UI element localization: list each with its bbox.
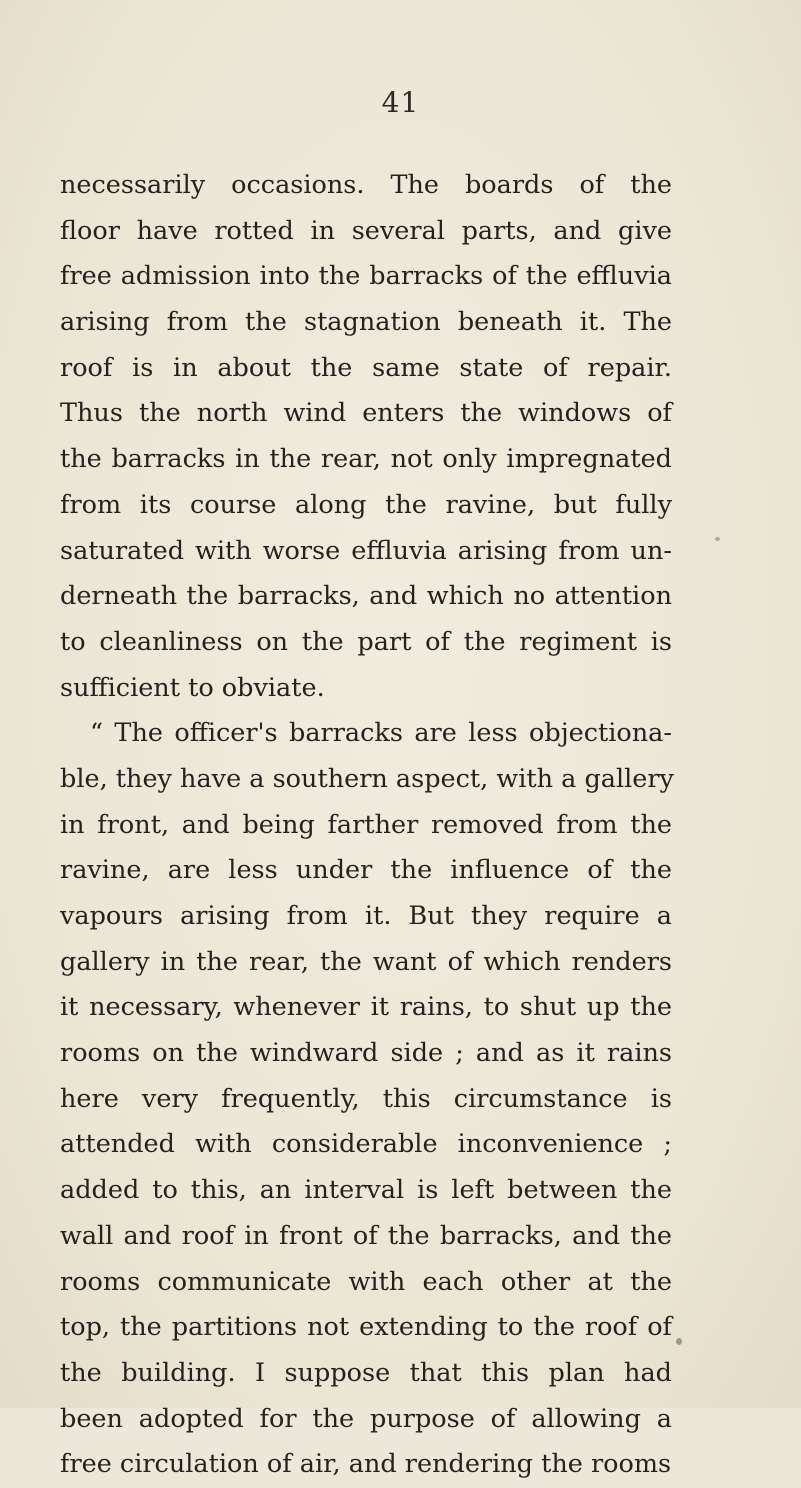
- text-line: ble, they have a southern aspect, with a gallery: [60, 763, 674, 794]
- text-line: free admission into the barracks of the effluvia: [60, 261, 672, 292]
- body-text: [60, 163, 672, 1488]
- text-line: “ The officer's barracks are less objectiona-: [90, 718, 672, 749]
- text-line: free circulation of air, and rendering the rooms: [60, 1449, 672, 1480]
- text-line: wall and roof in front of the barracks, and the: [60, 1220, 672, 1251]
- text-line: added to this, an interval is left between the: [60, 1175, 672, 1206]
- text-line: floor have rotted in several parts, and give: [60, 215, 672, 246]
- text-line: been adopted for the purpose of allowing a: [60, 1403, 672, 1434]
- text-line: rooms communicate with each other at the: [60, 1266, 672, 1297]
- text-line: in front, and being farther removed from the: [60, 809, 672, 840]
- text-line: necessarily occasions. The boards of the: [60, 170, 672, 200]
- text-line: vapours arising from it. But they require a: [60, 901, 672, 931]
- text-line: roof is in about the same state of repair.: [60, 352, 672, 383]
- text-line: sufficient to obviate.: [60, 672, 325, 703]
- text-line: the building. I suppose that this plan had: [60, 1357, 672, 1388]
- paper-blemish: [676, 1338, 682, 1345]
- text-line: saturated with worse effluvia arising from un-: [60, 535, 672, 566]
- text-line: from its course along the ravine, but fully: [60, 489, 672, 520]
- text-line: arising from the stagnation beneath it. The: [60, 307, 672, 338]
- page-number: 41: [381, 86, 420, 119]
- text-line: attended with considerable inconvenience ;: [60, 1129, 672, 1160]
- text-line: to cleanliness on the part of the regiment is: [60, 626, 672, 657]
- text-line: Thus the north wind enters the windows of: [60, 398, 672, 429]
- text-line: derneath the barracks, and which no attention: [60, 581, 672, 612]
- text-line: the barracks in the rear, not only impregnated: [60, 444, 672, 475]
- paper-blemish: [715, 537, 720, 541]
- text-line: here very frequently, this circumstance is: [60, 1083, 672, 1114]
- text-line: it necessary, whenever it rains, to shut up the: [60, 992, 672, 1023]
- text-line: ravine, are less under the influence of the: [60, 855, 672, 886]
- text-line: top, the partitions not extending to the roof of: [60, 1312, 672, 1343]
- text-line: rooms on the windward side ; and as it rains: [60, 1038, 672, 1069]
- text-line: gallery in the rear, the want of which renders: [60, 946, 672, 977]
